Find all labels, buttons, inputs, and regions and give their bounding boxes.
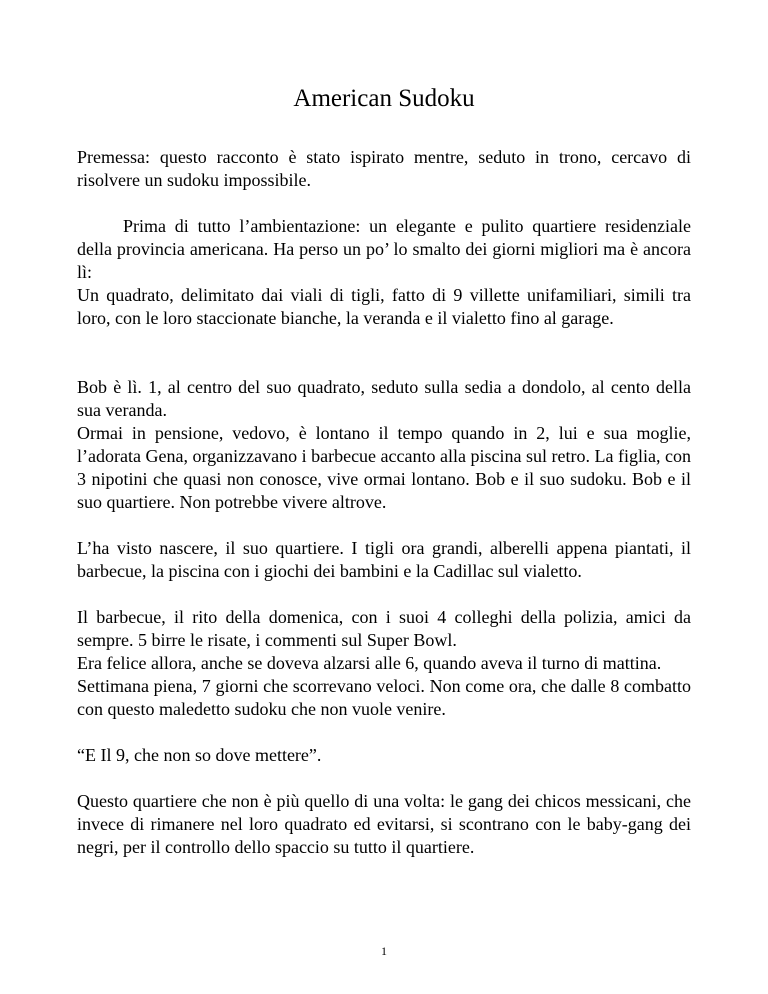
document-body: [77, 146, 691, 859]
paragraph-felice: Era felice allora, anche se doveva alzarsi alle 6, quando aveva il turno di mattina.: [77, 653, 662, 673]
paragraph-premessa: Premessa: questo racconto è stato ispirato mentre, seduto in trono, cercavo di risolvere un sudoku impossibile.: [77, 147, 691, 190]
paragraph-barbecue: Il barbecue, il rito della domenica, con i suoi 4 colleghi della polizia, amici da sempre. 5 birre le risate, i commenti sul Super Bowl.: [77, 607, 691, 650]
page-number: 1: [381, 944, 387, 958]
paragraph-settimana: Settimana piena, 7 giorni che scorrevano veloci. Non come ora, che dalle 8 combatto con questo maledetto sudoku che non vuole venire.: [77, 676, 691, 719]
paragraph-nascere: L’ha visto nascere, il suo quartiere. I tigli ora grandi, alberelli appena piantati, il barbecue, la piscina con i giochi dei bambini e la Cadillac sul vialetto.: [77, 538, 691, 581]
paragraph-bob: Bob è lì. 1, al centro del suo quadrato, seduto sulla sedia a dondolo, al cento della sua veranda.: [77, 377, 691, 420]
paragraph-pensione: Ormai in pensione, vedovo, è lontano il tempo quando in 2, lui e sua moglie, l’adorata Gena, organizzavano i barbecue accanto alla piscina sul retro. La figlia, con 3 nipotini che quasi non conosce, vive ormai lontano. Bob e il suo sudoku. Bob e il suo quartiere. Non potrebbe vivere altrove.: [77, 423, 691, 512]
paragraph-quartiere: Questo quartiere che non è più quello di una volta: le gang dei chicos messicani, che invece di rimanere nel loro quadrato ed evitarsi, si scontrano con le baby-gang dei negri, per il controllo dello spaccio su tutto il quartiere.: [77, 791, 691, 857]
paragraph-quadrato: Un quadrato, delimitato dai viali di tigli, fatto di 9 villette unifamiliari, simili tra loro, con le loro staccionate bianche, la veranda e il vialetto fino al garage.: [77, 285, 691, 328]
paragraph-ambientazione: Prima di tutto l’ambientazione: un elegante e pulito quartiere residenziale della provincia americana. Ha perso un po’ lo smalto dei giorni migliori ma è ancora lì:: [77, 216, 691, 282]
document-title: American Sudoku: [293, 85, 475, 112]
paragraph-quote: “E Il 9, che non so dove mettere”.: [77, 745, 322, 765]
